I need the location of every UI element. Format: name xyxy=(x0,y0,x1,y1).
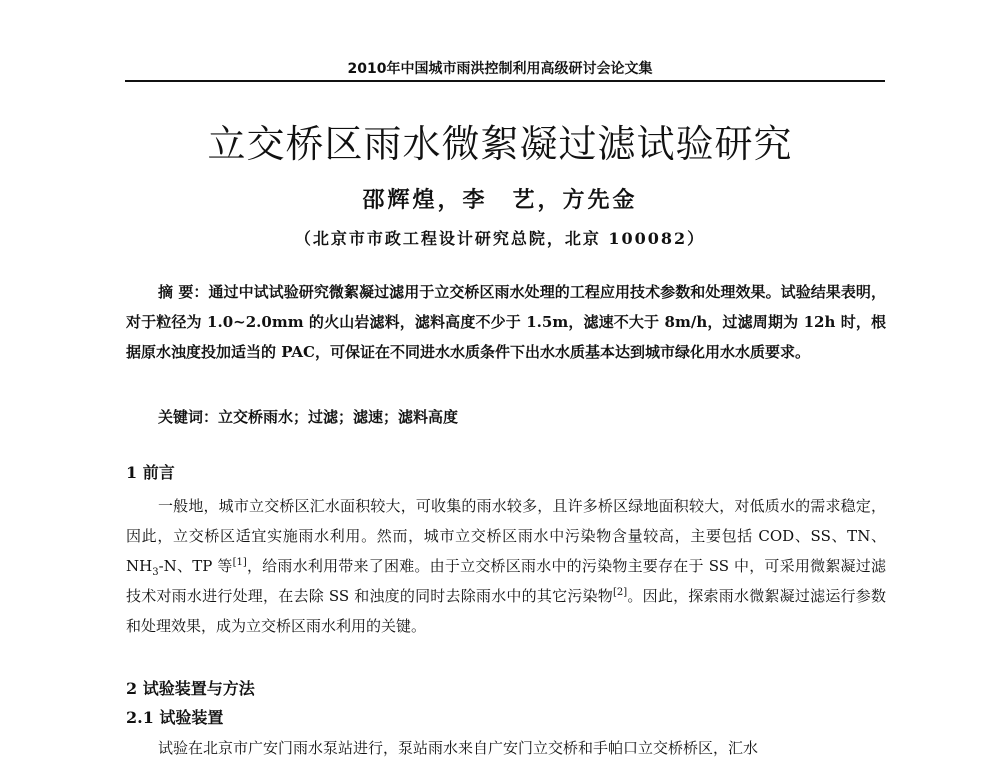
affiliation: （北京市市政工程设计研究总院，北京 100082） xyxy=(294,229,706,248)
abstract xyxy=(126,277,886,367)
abstract-label: 摘 要： xyxy=(158,283,209,301)
author-list: 邵辉煌，李 艺，方先金 xyxy=(362,187,638,213)
header-rule xyxy=(125,80,885,82)
keywords-label: 关键词： xyxy=(158,408,219,426)
section-1-paragraph: 一般地，城市立交桥区汇水面积较大，可收集的雨水较多，且许多桥区绿地面积较大，对低质水的需求稳定，因此，立交桥区适宜实施雨水利用。然而，城市立交桥区雨水中污染物含量较高，主要包括 COD、SS、TN、$NH_3-N$、TP 等[1]，给雨水利用带来了困难。由于立交桥区雨水中的污染物主要存在于 SS 中，可采用微絮凝过滤技术对雨水进行处理，在去除 SS 和浊度的同时去除雨水中的其它污染物[2]。因此，探索雨水微絮凝过滤运行参数和处理效果，成为立交桥区雨水利用的关键。 xyxy=(126,497,887,635)
citation-2: [2] xyxy=(613,587,628,598)
keywords-text: 立交桥雨水；过滤；滤速；滤料高度 xyxy=(218,408,459,426)
citation-1: [1] xyxy=(232,557,247,568)
keywords xyxy=(158,402,458,432)
subscript-3: 3 xyxy=(152,567,159,578)
section-2-1-paragraph: 试验在北京市广安门雨水泵站进行，泵站雨水来自广安门立交桥和手帕口立交桥桥区，汇水 xyxy=(158,739,759,757)
subsection-heading-2-1: 2.1 试验装置 xyxy=(126,708,224,727)
abstract-text: 通过中试试验研究微絮凝过滤用于立交桥区雨水处理的工程应用技术参数和处理效果。试验结果表明，对于粒径为 1.0~2.0mm 的火山岩滤料，滤料高度不少于 1.5m，滤速不大于 8m/h，过滤周期为 12h 时，根据原水浊度投加适当的 PAC，可保证在不同进水水质条件下出水水质基本达到城市绿化用水水质要求。 xyxy=(126,283,886,361)
running-header: 2010年中国城市雨洪控制利用高级研讨会论文集 xyxy=(347,61,653,77)
paper-title: 立交桥区雨水微絮凝过滤试验研究 xyxy=(207,122,793,166)
section-heading-2: 2 试验装置与方法 xyxy=(126,679,255,698)
section-heading-1: 1 前言 xyxy=(126,463,175,482)
